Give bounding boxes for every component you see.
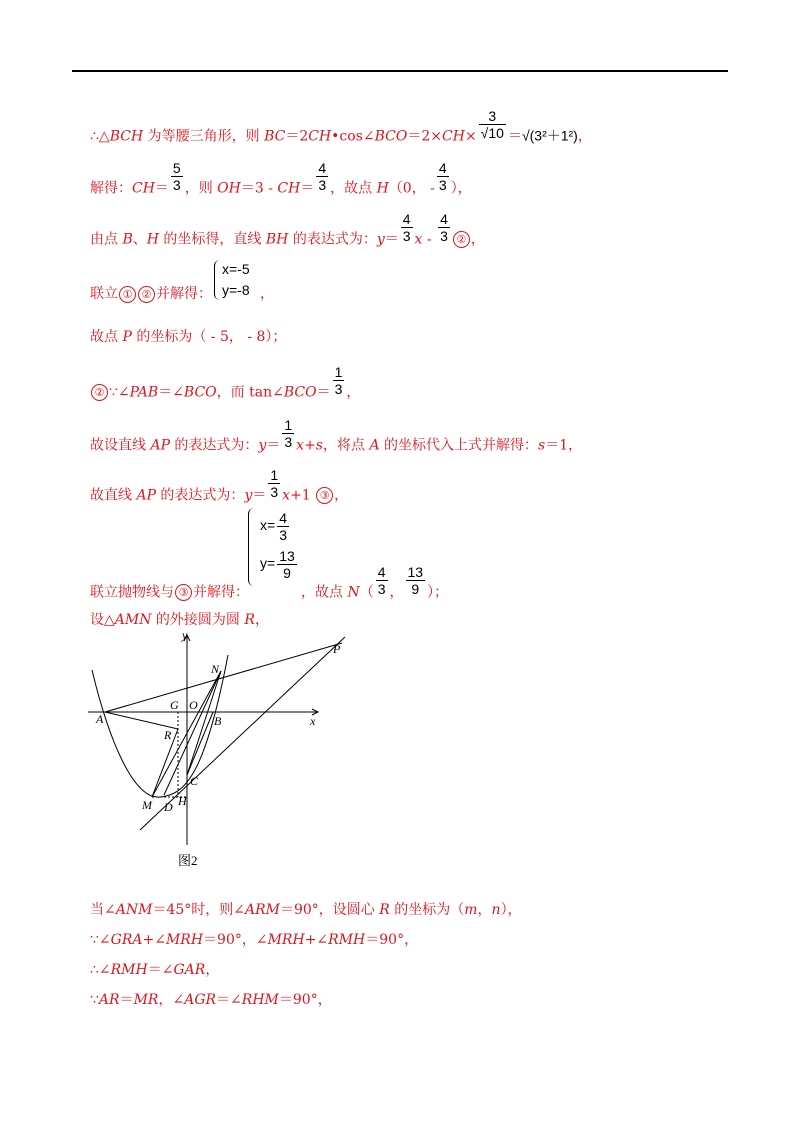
segment-AR — [105, 712, 178, 729]
circled-number: ① — [119, 286, 136, 303]
label-B: B — [214, 714, 222, 728]
text-line-5: 故点 P 的坐标为（ - 5， - 8）； — [90, 329, 287, 345]
label-H: H — [178, 794, 187, 808]
text-line-4: 联立 ① ② 并解得： ， — [90, 286, 274, 302]
system-eq-1: x=-5 — [222, 261, 250, 277]
equation-brace — [214, 260, 221, 300]
equation-brace — [248, 508, 256, 586]
text-line-6: ② ∵∠PAB＝∠BCO，而 tan∠BCO＝ $\frac{1}{3}$ ， — [90, 376, 360, 409]
fraction: $\frac{13}{9}$ — [407, 564, 424, 597]
fraction: $\frac{3}{√10}$ — [480, 108, 504, 141]
fraction: $\frac{4}{3}$ — [440, 211, 448, 244]
label-O: O — [189, 698, 198, 712]
label-P: P — [333, 642, 341, 656]
system-eq-1: x= $\frac{4}{3}$ — [260, 510, 287, 543]
label-D: D — [164, 800, 173, 814]
circled-number: ② — [138, 286, 155, 303]
fraction: $\frac{1}{3}$ — [334, 364, 343, 397]
label-y: y — [182, 628, 188, 642]
label-M: M — [142, 798, 152, 812]
figure-caption: 图2 — [178, 853, 198, 868]
label-N: N — [211, 662, 220, 676]
fraction: $\frac{1}{3}$ — [270, 467, 279, 500]
circled-number: ③ — [316, 487, 333, 504]
text-line-9: 联立抛物线与 ③ 并解得： ，故点 N（ $\frac{4}{3}$ ， $\frac{13}{9}$ ）； — [90, 564, 449, 601]
text-line-12: ∵∠GRA+∠MRH＝90°，∠MRH+∠RMH＝90°， — [90, 932, 419, 948]
system-eq-2: y=-8 — [222, 282, 250, 298]
line-AP — [105, 643, 342, 712]
text-line-2: 解得：CH＝ $\frac{5}{3}$ ，则 OH＝3 - CH＝ $\frac{4}{3}$ ，故点 H（0， - $\frac{4}{3}$ ）， — [90, 160, 472, 197]
circled-number: ② — [91, 384, 108, 401]
label-x: x — [310, 714, 316, 728]
text-line-7: 故设直线 AP 的表达式为：y＝ $\frac{1}{3}$ x+s，将点 A 的坐标代入上式并解得：s＝1， — [90, 417, 583, 454]
label-G: G — [170, 698, 179, 712]
text-line-1: ∴△BCH 为等腰三角形，则 BC＝2CH•cos∠BCO＝2×CH× $\frac{3}{√10}$ ＝√(3²＋1²)， — [90, 108, 592, 145]
label-A: A — [96, 712, 104, 726]
text-line-14: ∵AR＝MR，∠AGR＝∠RHM＝90°， — [90, 992, 332, 1008]
label-R: R — [164, 728, 172, 742]
text-line-8: 故直线 AP 的表达式为：y＝ $\frac{1}{3}$ x+1 ③ ， — [90, 467, 349, 504]
text-line-13: ∴∠RMH＝∠GAR， — [90, 962, 220, 978]
circled-number: ③ — [175, 584, 192, 601]
text-line-10: 设△AMN 的外接圆为圆 R， — [90, 612, 269, 628]
fraction: $\frac{4}{3}$ — [402, 211, 411, 244]
sqrt-expression: √(3²＋1²) — [521, 127, 578, 144]
text-line-11: 当∠ANM＝45°时，则∠ARM＝90°，设圆心 R 的坐标为（m，n）， — [90, 902, 522, 918]
fraction: $\frac{5}{3}$ — [172, 160, 181, 193]
fraction: $\frac{4}{3}$ — [318, 160, 327, 193]
geometry-figure — [80, 625, 360, 875]
fraction: $\frac{4}{3}$ — [438, 160, 447, 193]
text-line-3: 由点 B、H 的坐标得，直线 BH 的表达式为：y＝ $\frac{4}{3}$ x - $\frac{4}{3}$ ② ， — [90, 211, 485, 248]
circled-number: ② — [453, 231, 470, 248]
header-rule — [72, 70, 728, 72]
fraction: $\frac{1}{3}$ — [284, 417, 293, 450]
system-eq-2: y= $\frac{13}{9}$ — [260, 548, 295, 581]
label-C: C — [190, 774, 199, 788]
fraction: $\frac{4}{3}$ — [377, 564, 386, 597]
